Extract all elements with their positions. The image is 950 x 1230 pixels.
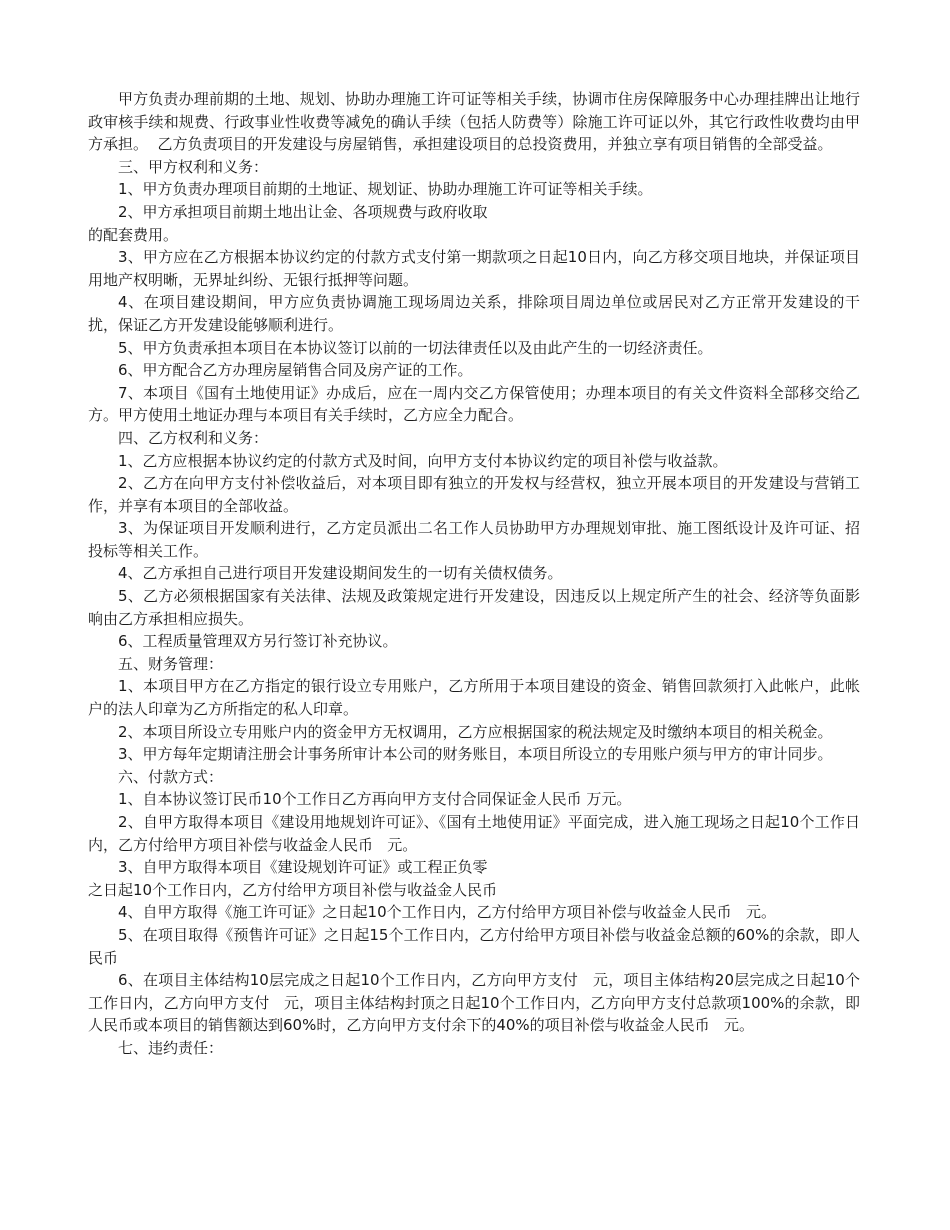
paragraph-intro: 甲方负责办理前期的土地、规划、协助办理施工许可证等相关手续，协调市住房保障服务中心办理挂牌出让地行政审核手续和规费、行政事业性收费等减免的确认手续（包括人防费等）除施工许可证以外，其它行政性收费均由甲方承担。 乙方负责项目的开发建设与房屋销售，承担建设项目的总投资费用，并独立享有项目销售的全部受益。 bbox=[88, 90, 860, 154]
section-heading-7: 七、违约责任： bbox=[118, 1038, 224, 1057]
clause-5-2: 2、本项目所设立专用账户内的资金甲方无权调用，乙方应根据国家的税法规定及时缴纳本项目的相关税金。 bbox=[118, 722, 833, 741]
clause-6-2: 2、自甲方取得本项目《建设用地规划许可证》、《国有土地使用证》平面完成，进入施工现场之日起10个工作日内，乙方付给甲方项目补偿与收益金人民币 元。 bbox=[88, 813, 860, 854]
clause-4-6: 6、工程质量管理双方另行签订补充协议。 bbox=[118, 632, 398, 651]
clause-4-4: 4、乙方承担自己进行项目开发建设期间发生的一切有关债权债务。 bbox=[118, 564, 563, 583]
clause-4-1: 1、乙方应根据本协议约定的付款方式及时间，向甲方支付本协议约定的项目补偿与收益款。 bbox=[118, 451, 728, 470]
clause-4-2: 2、乙方在向甲方支付补偿收益后，对本项目即有独立的开发权与经营权，独立开展本项目的开发建设与营销工作，并享有本项目的全部收益。 bbox=[88, 474, 860, 515]
clause-6-3-continued: 之日起10个工作日内，乙方付给甲方项目补偿与收益金人民币 bbox=[88, 880, 498, 899]
clause-6-1: 1、自本协议签订民币10个工作日乙方再向甲方支付合同保证金人民币 万元。 bbox=[118, 790, 632, 809]
clause-3-6: 6、甲方配合乙方办理房屋销售合同及房产证的工作。 bbox=[118, 361, 473, 380]
clause-5-3: 3、甲方每年定期请注册会计事务所审计本公司的财务账目，本项目所设立的专用账户须与甲方的审计同步。 bbox=[118, 745, 833, 764]
clause-6-6: 6、在项目主体结构10层完成之日起10个工作日内，乙方向甲方支付 元，项目主体结构20层完成之日起10个工作日内，乙方向甲方支付 元，项目主体结构封顶之日起10个工作日内，乙方向甲方支付总款项100%的余款，即人民币或本项目的销售额达到60%时，乙方向甲方支付余下的40%的项目补偿与收益金人民币 元。 bbox=[88, 971, 860, 1035]
clause-4-5: 5、乙方必须根据国家有关法律、法规及政策规定进行开发建设，因违反以上规定所产生的社会、经济等负面影响由乙方承担相应损失。 bbox=[88, 587, 860, 628]
clause-4-3: 3、为保证项目开发顺利进行，乙方定员派出二名工作人员协助甲方办理规划审批、施工图纸设计及许可证、招投标等相关工作。 bbox=[88, 519, 860, 560]
clause-3-2: 2、甲方承担项目前期土地出让金、各项规费与政府收取 bbox=[118, 202, 488, 221]
section-heading-5: 五、财务管理： bbox=[118, 654, 224, 673]
clause-6-5: 5、在项目取得《预售许可证》之日起15个工作日内，乙方付给甲方项目补偿与收益金总额的60%的余款，即人民币 bbox=[88, 925, 860, 967]
document-page bbox=[88, 88, 860, 1060]
clause-6-4: 4、自甲方取得《施工许可证》之日起10个工作日内，乙方付给甲方项目补偿与收益金人民币 元。 bbox=[118, 903, 776, 922]
clause-5-1: 1、本项目甲方在乙方指定的银行设立专用账户，乙方所用于本项目建设的资金、销售回款须打入此帐户，此帐户的法人印章为乙方所指定的私人印章。 bbox=[88, 677, 860, 719]
section-heading-3: 三、甲方权利和义务： bbox=[118, 157, 269, 176]
clause-6-3: 3、自甲方取得本项目《建设规划许可证》或工程正负零 bbox=[118, 858, 488, 877]
clause-3-4: 4、在项目建设期间，甲方应负责协调施工现场周边关系，排除项目周边单位或居民对乙方正常开发建设的干扰，保证乙方开发建设能够顺利进行。 bbox=[88, 293, 860, 334]
clause-3-3: 3、甲方应在乙方根据本协议约定的付款方式支付第一期款项之日起10日内，向乙方移交项目地块，并保证项目用地产权明晰，无界址纠纷、无银行抵押等问题。 bbox=[88, 248, 860, 289]
section-heading-6: 六、付款方式： bbox=[118, 767, 224, 786]
clause-3-7: 7、本项目《国有土地使用证》办成后，应在一周内交乙方保管使用；办理本项目的有关文件资料全部移交给乙方。甲方使用土地证办理与本项目有关手续时，乙方应全力配合。 bbox=[88, 383, 860, 425]
clause-3-1: 1、甲方负责办理项目前期的土地证、规划证、协助办理施工许可证等相关手续。 bbox=[118, 180, 653, 199]
clause-3-5: 5、甲方负责承担本项目在本协议签订以前的一切法律责任以及由此产生的一切经济责任。 bbox=[118, 338, 713, 357]
clause-3-2-continued: 的配套费用。 bbox=[88, 225, 179, 244]
section-heading-4: 四、乙方权利和义务： bbox=[118, 428, 269, 447]
